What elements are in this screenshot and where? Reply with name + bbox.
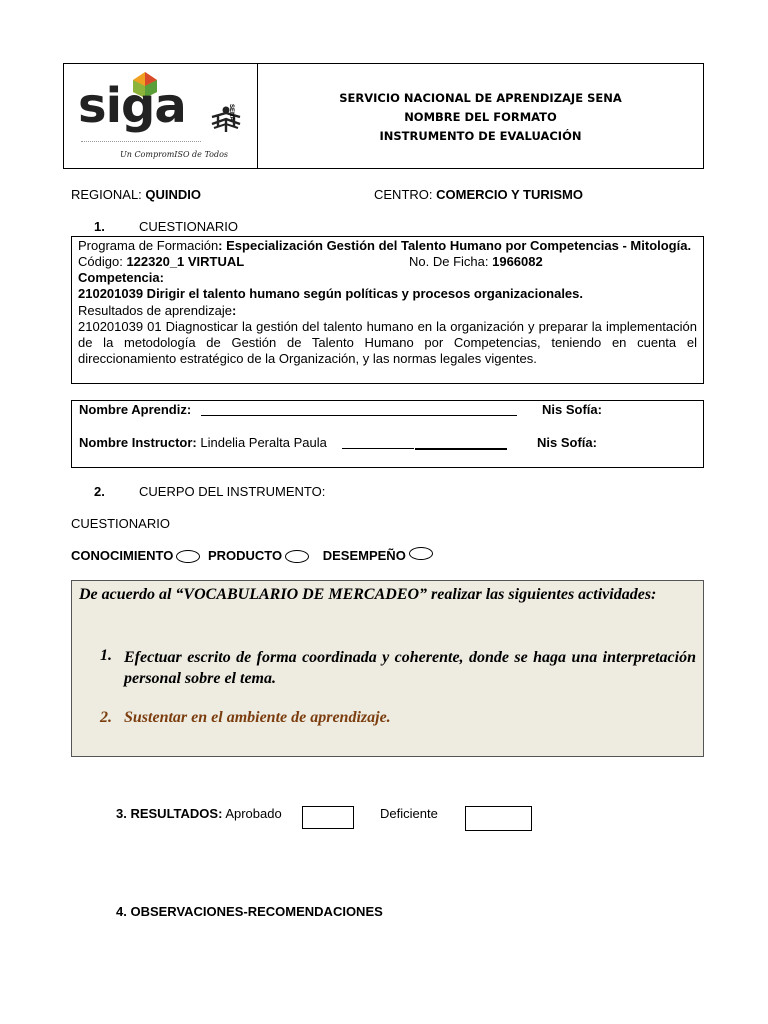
names-box [71, 400, 704, 468]
centro-field [374, 187, 583, 202]
instructor-underline-bold [415, 448, 507, 450]
instructor-underline [342, 448, 414, 449]
centro-label: CENTRO: [374, 187, 433, 202]
programa-colon: : [218, 238, 223, 253]
aprobado-label: Aprobado [225, 806, 282, 821]
competencia-label: Competencia: [78, 270, 164, 286]
codigo-value: 122320_1 VIRTUAL [126, 254, 245, 270]
ficha-value: 1966082 [492, 254, 543, 270]
conocimiento-radio[interactable] [176, 550, 200, 563]
logo-tagline: Un CompromISO de Todos [120, 150, 229, 159]
observaciones-label: 4. OBSERVACIONES-RECOMENDACIONES [116, 904, 383, 919]
siga-logo-text: siga [78, 78, 186, 134]
program-info-box [71, 236, 704, 384]
regional-label: REGIONAL: [71, 187, 142, 202]
desempeno-radio[interactable] [409, 547, 433, 560]
header-title-line2: NOMBRE DEL FORMATO [404, 110, 557, 124]
cuestionario-label: CUESTIONARIO [71, 516, 170, 531]
instructor-label: Nombre Instructor: [79, 435, 197, 450]
instructor-value: Lindelia Peralta Paula [200, 435, 327, 450]
sena-label: SENA [228, 104, 234, 121]
centro-value: COMERCIO Y TURISMO [436, 187, 583, 202]
activity-item-1-number: 1. [100, 647, 112, 664]
section1-number: 1. [94, 219, 105, 234]
aprendiz-row [79, 402, 191, 417]
activity-item-2-number: 2. [100, 709, 112, 726]
sena-logo-icon [208, 104, 244, 134]
deficiente-box[interactable] [465, 806, 532, 831]
header-title-cell [258, 64, 703, 168]
activity-item-1-text: Efectuar escrito de forma coordinada y coherente, donde se haga una interpretación personal sobre el tema. [124, 649, 696, 687]
producto-radio[interactable] [285, 550, 309, 563]
regional-field [71, 187, 201, 202]
activity-intro: De acuerdo al “VOCABULARIO DE MERCADEO” realizar las siguientes actividades: [79, 586, 657, 603]
regional-value: QUINDIO [145, 187, 202, 202]
document-header [63, 63, 704, 169]
aprendiz-nis-label: Nis Sofía: [542, 402, 602, 417]
resultados-aprendizaje-colon: : [231, 302, 237, 318]
section1-title: CUESTIONARIO [139, 219, 238, 234]
producto-label: PRODUCTO [207, 548, 283, 563]
header-title-line3: INSTRUMENTO DE EVALUACIÓN [379, 129, 582, 143]
aprobado-box[interactable] [302, 806, 354, 829]
aprendiz-input-line[interactable] [201, 415, 517, 416]
header-title-line1: SERVICIO NACIONAL DE APRENDIZAJE SENA [339, 91, 622, 105]
resultados-label: 3. RESULTADOS: [116, 806, 223, 821]
activity-item-2-text: Sustentar en el ambiente de aprendizaje. [124, 709, 391, 726]
competencia-value: 210201039 Dirigir el talento humano según políticas y procesos organizacionales. [78, 286, 584, 302]
ficha-field [409, 254, 543, 270]
evidence-type-row [71, 548, 437, 563]
programa-row [78, 238, 697, 254]
activity-box [71, 580, 704, 757]
resultados-row [116, 806, 282, 821]
logo-cell [64, 64, 258, 168]
resultados-aprendizaje-text: 210201039 01 Diagnosticar la gestión del talento humano en la organización y preparar la implementación de la metodología de Gestión de Talento Humano por Competencias, teniendo en cuenta el direccionamiento estratégico de la Organización, y las normas legales vigentes. [78, 318, 697, 367]
resultados-aprendizaje-label: Resultados de aprendizaje [78, 302, 232, 318]
instructor-row [79, 435, 327, 450]
section2-title: CUERPO DEL INSTRUMENTO: [139, 484, 326, 499]
codigo-row [78, 254, 697, 270]
ficha-label: No. De Ficha: [409, 254, 489, 270]
programa-label: Programa de Formación [78, 238, 219, 253]
logo-divider [81, 141, 201, 146]
programa-value: Especialización Gestión del Talento Humano por Competencias - Mitología. [226, 238, 692, 253]
desempeno-label: DESEMPEÑO [322, 548, 406, 563]
aprendiz-label: Nombre Aprendiz: [79, 402, 192, 417]
resultados-aprendizaje-row [78, 303, 697, 319]
deficiente-label: Deficiente [380, 806, 438, 821]
section2-number: 2. [94, 484, 105, 499]
instructor-nis-label: Nis Sofía: [537, 435, 597, 450]
codigo-label: Código: [78, 254, 123, 270]
conocimiento-label: CONOCIMIENTO [71, 548, 174, 563]
